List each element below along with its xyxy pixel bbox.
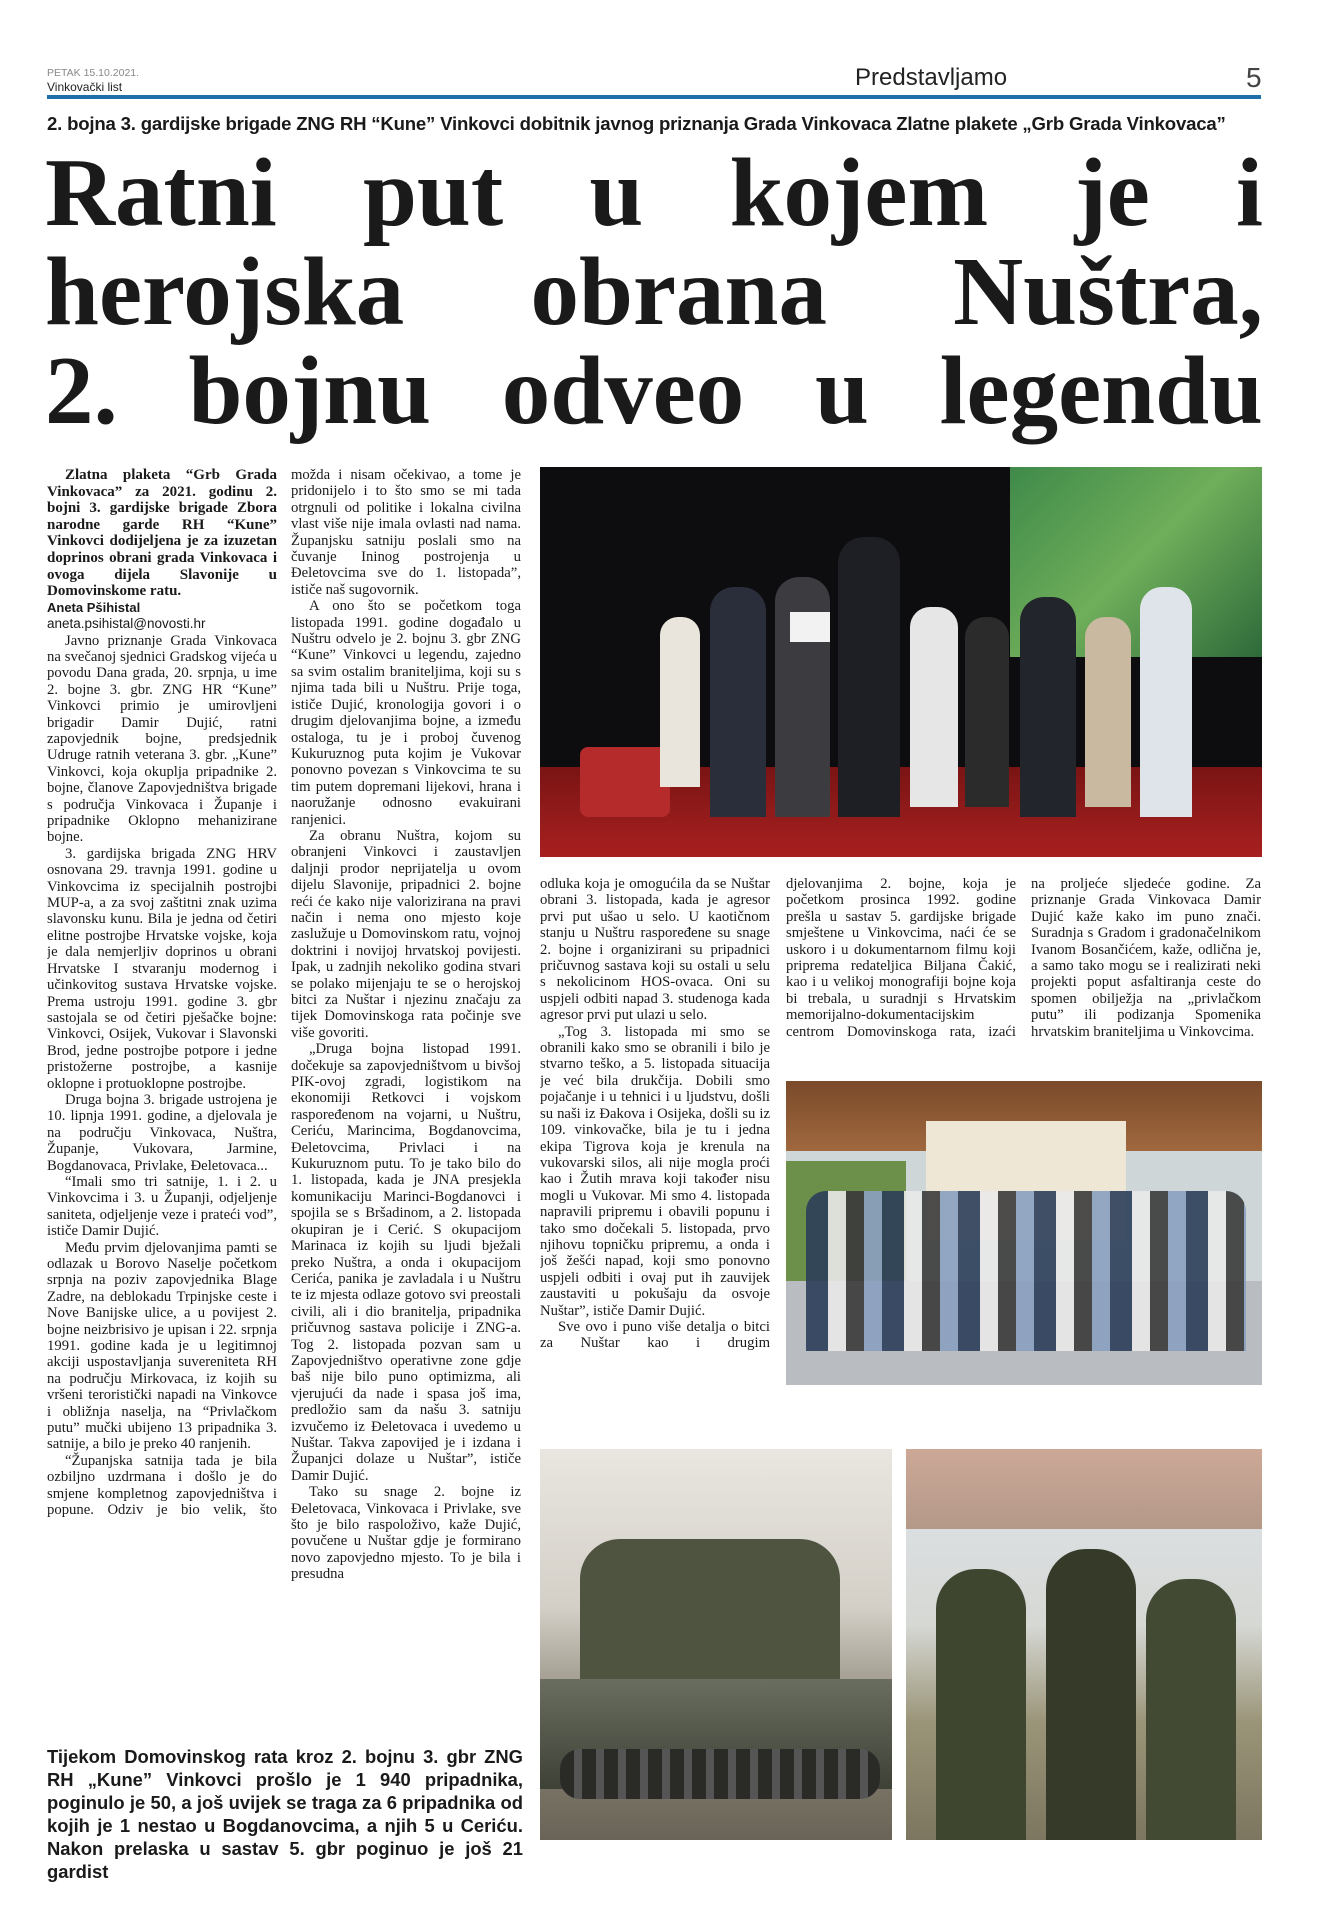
newspaper-name: Vinkovački list [47,80,123,94]
photo-soldiers-on-tank [540,1449,892,1840]
paragraph: Druga bojna 3. brigade ustrojena je 10. lipnja 1991. godine, a djelovala je na području Vinkovaca, Nuštra, Županje, Vukovara, Jarmine, Bogdanovaca, Privlake, Đeletovaca... [47,1091,277,1174]
text-column-5 [1031,876,1261,1066]
paragraph: odluka koja je omogućila da se Nuštar obrani 3. listopada, kada je agresor prvi put ušao u selo. U kaotičnom stanju u Nuštru raspoređene su snage 2. bojne i organizirani su pripadnici pričuvnog sastava koji su ostali u selu s nekolicinom HOS-ovaca. Oni su uspjeli odbiti napad 3. studenoga kada agresor prvi put ulazi u selo. [540,876,770,1024]
paragraph: Tako su snage 2. bojne iz Đeletovaca, Vinkovaca i Privlake, sve što je bilo raspoloživo, kaže Dujić, povučene u Nuštar gdje je formirano novo zapovjedno mjesto. To je bila i presudna [291,1484,521,1583]
headline-line: 2. bojnu odveo u legendu [45,337,1263,444]
headline-line: Ratni put u kojem je i [45,139,1263,246]
paragraph: možda i nisam očekivao, a tome je pridonijelo i to što smo se mi tada otrgnuli od politike i lokalna civilna vlast više nije imala ovlasti nad nama. Županjsku satniju poslali smo na čuvanje Ininog postrojenja u Đeletovcima sve do 1. listopada”, ističe naš sugovornik. [291,467,521,598]
paragraph: A ono što se početkom toga listopada 1991. godine događalo u Nuštru odvelo je 2. bojnu 3. gbr ZNG “Kune” Vinkovci u legendu, zajedno sa svim ostalim braniteljima, koji su s njima tada bili u Nuštru. Prije toga, ističe Dujić, kronologija govori i o drugim djelovanjima bojne, a između ostaloga, tu je i proboj čuvenog Kukuruznog puta kojim je Vukovar ponovno povezan s Vinkovcima te su tim putem dopremani lijekovi, hrana i naoružanje odnosno evakuirani ranjenici. [291,598,521,828]
photo-veterans-group [786,1081,1262,1385]
paragraph: Među prvim djelovanjima pamti se odlazak u Borovo Naselje početkom srpnja na poziv zapovjednika Blage Zadre, na deblokadu Trpinjske ceste i Nove Banijske ulice, a u povijest 2. bojne neizbrisivo je upisan i 22. srpnja 1991. godine kada je u legitimnoj akciji uspostavljanja suvereniteta RH na području Mirkovaca, iz kojih su vršeni teroristički napadi na Vinkovce i obližnja naselja, na “Privlačkom putu” mučki ubijeno 13 pripadnika 3. satnije, a bilo je preko 40 ranjenih. [47,1239,277,1453]
paragraph: „Tog 3. listopada mi smo se obranili kako smo se obranili i bilo je stvarno teško, a 5. listopada situacija je već bila drukčija. Dobili smo pojačanje i u tehnici i u ljudstvu, došli su naši iz Đakova i Osijeka, došli su iz 109. vinkovačke, bila je tu i jedna ekipa Tigrova koja je krenula na vukovarski silos, ali nije mogla proći kao i Žutih mrava koji također nisu mogli u Vukovar. Mi smo 4. listopada napravili pripremu i obavili popunu i tako smo dočekali 5. listopada, prvo njihovu topničku pripremu, a onda i još žešći napad, koji smo ponovno uspjeli odbiti i ovaj put ih zauvijek zaustaviti u pokušaju da osvoje Nuštar”, ističe Damir Dujić. [540,1023,770,1319]
paragraph: na proljeće sljedeće godine. Za priznanje Grada Vinkovaca Damir Dujić kaže kako im puno znači. Suradnja s Gradom i gradonačelnikom Ivanom Bosančićem, kaže, odlična je, a samo tako mogu se i realizirati neki projekti poput asfaltiranja ceste do spomen obilježja na „privlačkom putu” ili podizanja Spomenika hrvatskim braniteljima u Vinkovcima. [1031,876,1261,1040]
photo-three-soldiers [906,1449,1262,1840]
article-headline [45,139,1263,444]
page-number: 5 [1246,62,1262,93]
photo-award-ceremony [540,467,1262,857]
text-column-1 [47,467,277,1712]
article-intro: Zlatna plaketa “Grb Grada Vinkovaca” za 2021. godinu 2. bojni 3. gardijske brigade Zbora narodne garde RH “Kune” Vinkovci dodijeljena je za izuzetan doprinos obrani grada Vinkovaca i ovoga dijela Slavonije u Domovinskome ratu. [47,467,277,600]
callout-box: Tijekom Domovinskog rata kroz 2. bojnu 3. gbr ZNG RH „Kune” Vinkovci prošlo je 1 940 pripadnika, poginulo je 50, a još uvijek se traga za 6 pripadnika od kojih je 1 nestao u Bogdanovcima, a njih 5 u Ceriću. Nakon prelaska u sastav 5. gbr poginuo je još 21 gardist [47,1746,523,1882]
paragraph: Za obranu Nuštra, kojom su obranjeni Vinkovci i zaustavljen daljnji prodor neprijatelja u ovom dijelu Slavonije, pripadnici 2. bojne reći će kako nije valorizirana na pravi način i nema ono mjesto koje zaslužuje u Domovinskom ratu, vojnoj doktrini i novijoj hrvatskoj povijesti. Ipak, u zadnjih nekoliko godina stvari se polako mijenjaju te se o herojskoj bitci za Nuštar i njezinu značaju za tijek Domovinskoga rata počinje sve više govoriti. [291,827,521,1041]
headline-line: herojska obrana Nuštra, [45,238,1263,345]
author-name: Aneta Pšihistal [47,599,141,615]
text-column-4 [786,876,1016,1066]
paragraph: djelovanjima 2. bojne, koja je početkom prosinca 1992. godine prešla u sastav 5. gardijske brigade smještene u Vinkovcima, naći će se uskoro i u dokumentarnom filmu koji priprema redateljica Biljana Čakić, kao i u velikoj monografiji bojne koja bi trebala, u suradnji s Hrvatskim memorijalno-dokumentacijskim centrom Domovinskoga rata, izaći [786,876,1016,1040]
paragraph: Javno priznanje Grada Vinkovaca na svečanoj sjednici Gradskog vijeća u povodu Dana grada, 20. srpnja, u ime 2. bojne 3. gbr. ZNG HR “Kune” Vinkovci primio je umirovljeni brigadir Damir Dujić, ratni zapovjednik bojne, predsjednik Udruge ratnih veterana 3. gbr. „Kune” Vinkovci, koja okuplja pripadnike 2. bojne, članove Zapovjedništva brigade s područja Vinkovaca i Županje i pripadnike Oklopno mehanizirane bojne. [47,632,277,846]
paragraph: „Druga bojna listopad 1991. dočekuje sa zapovjedništvom u bivšoj PIK-ovoj zgradi, logistikom na ekonomiji Retkovci i vojskom raspoređenom na vojarni, u Nuštru, Ceriću, Marincima, Bogdanovcima, Đeletovcima, Privlaci i na Kukuruznom putu. To je tako bilo do 1. listopada, kada je JNA presjekla komunikaciju Marinci-Bogdanovci i spojila se s Bršadinom, a 2. listopada okupiran je i Cerić. S okupacijom Marinaca iz kojih su ljudi bježali preko Nuštra, a onda i okupacijom Cerića, panika je zavladala i u Nuštru te iz mjesta odlaze gotovo svi preostali civili, ali i dio branitelja, pripadnika pričuvnog sastava policije i ZNG-a. Tog 2. listopada pozvan sam u Zapovjedništvo operativne zone gdje baš nije bilo puno optimizma, ali vjerujući da nade i spasa još ima, predložio sam da našu 3. satniju izvučemo iz Đeletovaca i uvedemo u Nuštar. Takva zapovijed je i izdana i Županjci dolaze u Nuštar”, ističe Damir Dujić. [291,1041,521,1484]
paragraph: Sve ovo i puno više detalja o bitci za Nuštar kao i drugim [540,1318,770,1352]
text-column-2 [291,467,521,1712]
paragraph: “Županjska satnija tada je bila ozbiljno uzdrmana i došlo je do smjene kompletnog zapovjedništva i popune. Odziv je bio velik, što [47,1452,277,1519]
paragraph: “Imali smo tri satnije, 1. i 2. u Vinkovcima i 3. u Županji, odjeljenje saniteta, odjeljenje veze i prateći vod”, ističe Damir Dujić. [47,1173,277,1240]
header-rule [47,95,1261,99]
article-kicker: 2. bojna 3. gardijske brigade ZNG RH “Kune” Vinkovci dobitnik javnog priznanja Grada Vinkovaca Zlatne plakete „Grb Grada Vinkovaca” [47,113,1226,134]
text-column-3 [540,876,770,1421]
issue-date: PETAK 15.10.2021. [47,67,140,79]
section-title: Predstavljamo [855,64,1008,91]
author-email[interactable]: aneta.psihistal@novosti.hr [47,616,206,632]
paragraph: 3. gardijska brigada ZNG HRV osnovana 29. travnja 1991. godine u Vinkovcima iz specijalnih postrojbi MUP-a, a za svoj zaštitni znak uzima slavonsku kunu. Bila je jedna od četiri elitne postrojbe Hrvatske vojske, koja je dala nemjerljiv doprinos u obrani Hrvatske I stvaranju modernog i učinkovitog sustava Hrvatske vojske. Prema ustroju 1991. godine 3. gbr sastojala se od četiri pješačke bojne: Vinkovci, Osijek, Vukovar i Slavonski Brod, jedne postrojbe potpore i jedne pristožerne postrojbe, a kasnije oklopne i protuoklopne postrojbe. [47,845,277,1092]
